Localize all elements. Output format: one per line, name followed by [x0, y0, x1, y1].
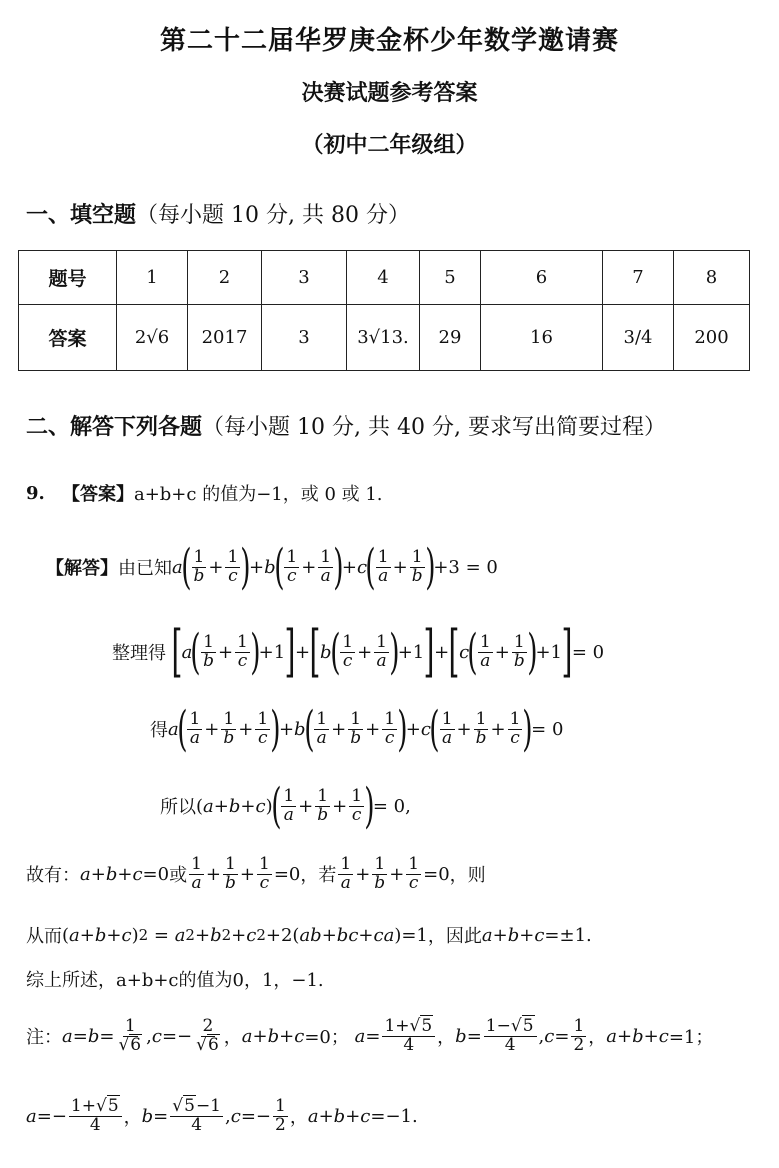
step2-prefix: 整理得: [112, 643, 166, 664]
answer-text: a+b+c 的值为−1，或 0 或 1.: [133, 484, 383, 505]
problem-number: 9.: [26, 482, 45, 504]
answer-tag: 【答案】: [61, 484, 134, 505]
line5-end: ，则: [449, 865, 486, 887]
step1-prefix: 由已知: [118, 558, 172, 579]
answer-cell: 3: [262, 305, 347, 371]
solution-step-3: 得 a ( $\frac{1}{a}$ + $\frac{1}{b}$ + $\frac{1}{c}$ ) + b ( $\frac{1}{a}$ + $\frac{1}{b}$ + $\frac{1}{c}$ ) + c ( $\frac{1}{a}$ + $\frac{1}{b}$ + $\frac{1}{c}$ ) = 0: [150, 701, 564, 757]
section2-note: （每小题 10 分, 共 40 分, 要求写出简要过程）: [202, 415, 666, 440]
solution-step-2: 整理得 [ a ( $\frac{1}{b}$ + $\frac{1}{c}$ ) +1 ] + [ b ( $\frac{1}{c}$ + $\frac{1}{a}$ ) +1 ] + [ c ( $\frac{1}{a}$ + $\frac{1}{b}$ ) +1 ] = 0: [112, 619, 605, 684]
line5-mid1: 或: [169, 865, 188, 887]
solution-line-5: 故有： a + b + c =0 或 $\frac{1}{a}$ + $\frac{1}{b}$ + $\frac{1}{c}$ =0 ，若 $\frac{1}{a}$ + $\frac{1}{b}$ + $\frac{1}{c}$ =0 ，则: [26, 854, 486, 893]
answer-cell: 200: [674, 305, 750, 371]
table-row: [19, 251, 750, 305]
page-title: 第二十二届华罗庚金杯少年数学邀请赛: [159, 26, 619, 56]
answer-cell: 2017: [188, 305, 262, 371]
section2-title: 二、解答下列各题: [26, 414, 203, 440]
line5-mid2: ，若: [300, 865, 337, 887]
line6-mid: ，因此: [427, 926, 482, 947]
row-label-question: 题号: [19, 251, 117, 305]
note-prefix: 注：: [26, 1027, 62, 1049]
section2-heading: [26, 410, 666, 441]
question-cell: 7: [603, 251, 674, 305]
question-cell: 8: [674, 251, 750, 305]
problem9-answer: [26, 480, 383, 506]
section1-title: 一、填空题: [26, 202, 137, 228]
solution-step-4: 所以 ( a + b + c ) ( $\frac{1}{a}$ + $\frac{1}{b}$ + $\frac{1}{c}$ ) = 0,: [160, 778, 411, 834]
question-cell: 5: [420, 251, 481, 305]
answer-cell: 3√13.: [347, 305, 420, 371]
line6-prefix: 从而: [26, 926, 62, 947]
solution-tag: 【解答】: [46, 558, 118, 579]
solution-conclusion: 综上所述，a+b+c的值为0，1，−1.: [26, 970, 324, 991]
solution-line-6: 从而 ( a + b + c ) 2 = a 2 + b 2 + c 2 +2( ab + bc + ca )=1 ，因此 a + b + c =±1.: [26, 922, 592, 948]
question-cell: 4: [347, 251, 420, 305]
question-cell: 2: [188, 251, 262, 305]
step4-prefix: 所以: [160, 797, 196, 818]
line5-prefix: 故有：: [26, 865, 80, 887]
answer-table: [18, 250, 750, 371]
question-cell: 1: [117, 251, 188, 305]
question-cell: 6: [481, 251, 603, 305]
answer-cell: 29: [420, 305, 481, 371]
section1-heading: [26, 198, 410, 229]
row-label-answer: 答案: [19, 305, 117, 371]
section1-note: （每小题 10 分, 共 80 分）: [136, 203, 410, 228]
table-row: [19, 305, 750, 371]
answer-cell: 3/4: [603, 305, 674, 371]
solution-step-1: 【解答】 由已知 a ( $\frac{1}{b}$ + $\frac{1}{c}$ ) + b ( $\frac{1}{c}$ + $\frac{1}{a}$ ) + c ( $\frac{1}{a}$ + $\frac{1}{b}$ ) +3 = 0: [46, 539, 498, 595]
group-label: （初中二年级组）: [301, 132, 478, 158]
question-cell: 3: [262, 251, 347, 305]
page-subtitle: 决赛试题参考答案: [301, 80, 478, 106]
step3-prefix: 得: [150, 720, 168, 741]
answer-cell: 16: [481, 305, 603, 371]
answer-cell: 2√6: [117, 305, 188, 371]
note-line-1: 注： a = b = $\frac{1}{√6}$ , c =− $\frac{2}{√6}$ ， a + b + c =0； a = $\frac{1+√5}{4}$ ， b = $\frac{1-√5}{4}$ , c = $\frac{1}{2}$ ， a + b + c =1；: [26, 1016, 714, 1055]
note-line-2: a =− $\frac{1+√5}{4}$ ， b = $\frac{√5-1}{4}$ , c =− $\frac{1}{2}$ ， a + b + c =−1.: [26, 1096, 418, 1135]
